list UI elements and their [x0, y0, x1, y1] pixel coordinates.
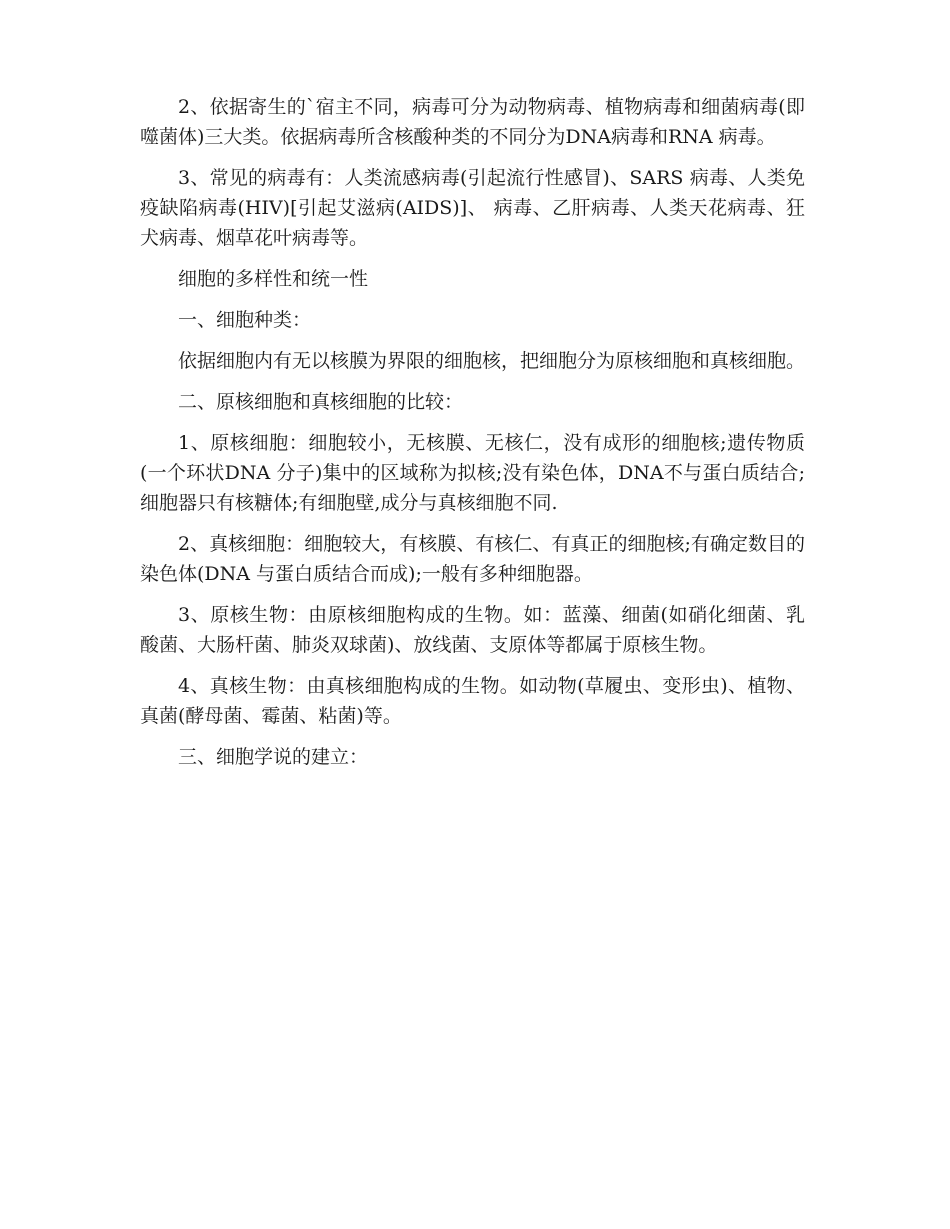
heading-cell-types: 一、细胞种类：: [178, 309, 312, 331]
heading-cell-theory: 三、细胞学说的建立：: [178, 746, 369, 768]
document-page: [140, 92, 805, 783]
paragraph-prokaryotic-cell: 1、原核细胞：细胞较小，无核膜、无核仁，没有成形的细胞核;遗传物质(一个环状DNA 分子)集中的区域称为拟核;没有染色体，DNA不与蛋白质结合;细胞器只有核糖体;有细胞壁,成分与真核细胞不同.: [140, 432, 805, 514]
paragraph-common-viruses: 3、常见的病毒有：人类流感病毒(引起流行性感冒)、SARS 病毒、人类免疫缺陷病毒(HIV)[引起艾滋病(AIDS)]、 病毒、乙肝病毒、人类天花病毒、狂犬病毒、烟草花叶病毒等。: [140, 167, 805, 249]
paragraph-cell-types: 依据细胞内有无以核膜为界限的细胞核，把细胞分为原核细胞和真核细胞。: [178, 350, 806, 372]
section-title-cell-diversity: 细胞的多样性和统一性: [178, 268, 369, 290]
paragraph-eukaryotic-cell: 2、真核细胞：细胞较大，有核膜、有核仁、有真正的细胞核;有确定数目的染色体(DNA 与蛋白质结合而成);一般有多种细胞器。: [140, 533, 805, 585]
paragraph-prokaryotes: 3、原核生物：由原核细胞构成的生物。如：蓝藻、细菌(如硝化细菌、乳酸菌、大肠杆菌、肺炎双球菌)、放线菌、支原体等都属于原核生物。: [140, 604, 805, 656]
paragraph-virus-classification: 2、依据寄生的`宿主不同，病毒可分为动物病毒、植物病毒和细菌病毒(即噬菌体)三大类。依据病毒所含核酸种类的不同分为DNA病毒和RNA 病毒。: [140, 96, 805, 148]
paragraph-eukaryotes: 4、真核生物：由真核细胞构成的生物。如动物(草履虫、变形虫)、植物、真菌(酵母菌、霉菌、粘菌)等。: [140, 675, 805, 727]
heading-cell-comparison: 二、原核细胞和真核细胞的比较：: [178, 391, 464, 413]
